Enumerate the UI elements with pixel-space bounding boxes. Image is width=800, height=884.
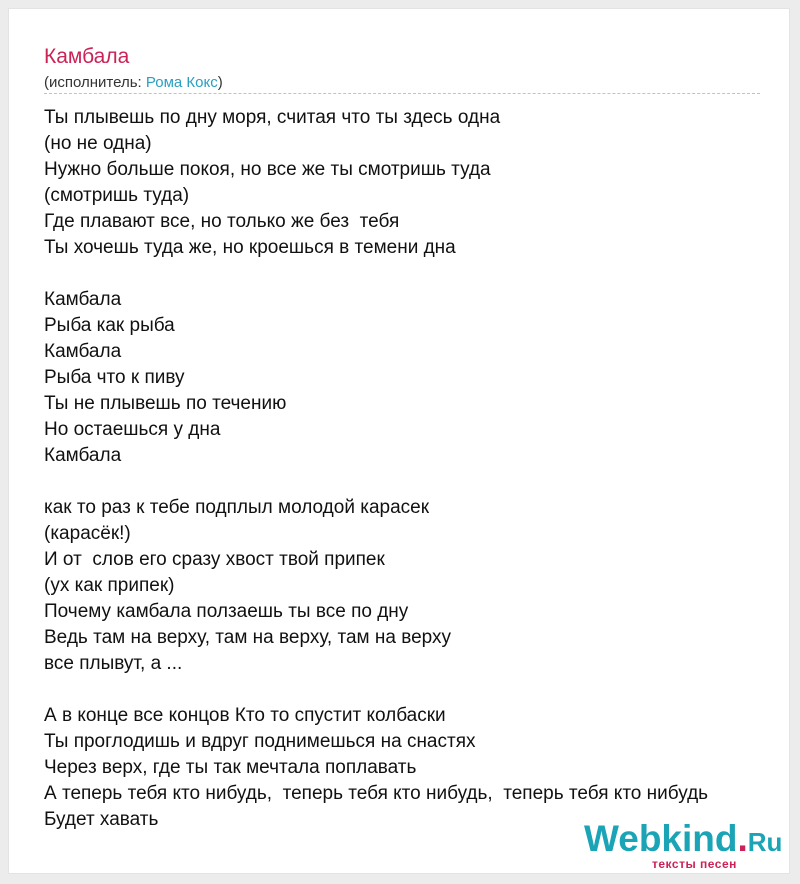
lyrics-line: Ты плывешь по дну моря, считая что ты здесь одна bbox=[44, 107, 501, 128]
lyrics-line: Ты хочешь туда же, но кроешься в темени дна bbox=[44, 237, 456, 258]
artist-suffix: ) bbox=[217, 74, 223, 91]
lyrics-body bbox=[44, 105, 784, 833]
lyrics-line: Нужно больше покоя, но все же ты смотришь туда bbox=[44, 159, 491, 180]
lyrics-line: Через верх, где ты так мечтала поплавать bbox=[44, 757, 417, 778]
artist-line bbox=[44, 73, 223, 93]
lyrics-line: Почему камбала ползаешь ты все по дну bbox=[44, 601, 409, 622]
lyrics-line: Где плавают все, но только же без тебя bbox=[44, 211, 400, 232]
lyrics-line: (ух как припек) bbox=[44, 575, 175, 596]
lyrics-line: (но не одна) bbox=[44, 133, 152, 154]
artist-link[interactable]: Рома Кокс bbox=[145, 74, 218, 91]
lyrics-line: Ты проглодишь и вдруг поднимешься на снастях bbox=[44, 731, 476, 752]
lyrics-line: Но остаешься у дна bbox=[44, 419, 221, 440]
lyrics-line: (смотришь туда) bbox=[44, 185, 190, 206]
lyrics-line: Рыба что к пиву bbox=[44, 367, 185, 388]
lyrics-line: Рыба как рыба bbox=[44, 315, 175, 336]
lyrics-line: Камбала bbox=[44, 289, 122, 310]
logo-brand: Webkind bbox=[584, 818, 738, 859]
webkind-logo[interactable] bbox=[584, 817, 784, 873]
logo-tld: Ru bbox=[747, 827, 783, 857]
lyrics-stanza bbox=[44, 703, 784, 833]
lyrics-stanza bbox=[44, 105, 784, 261]
lyrics-stanza bbox=[44, 495, 784, 677]
logo-dot: . bbox=[737, 818, 748, 859]
lyrics-line: (карасёк!) bbox=[44, 523, 131, 544]
lyrics-line: как то раз к тебе подплыл молодой карасек bbox=[44, 497, 430, 518]
lyrics-card bbox=[8, 8, 790, 874]
header-divider bbox=[44, 93, 760, 94]
lyrics-line: Ты не плывешь по течению bbox=[44, 393, 287, 414]
lyrics-line: Камбала bbox=[44, 341, 122, 362]
lyrics-line: Ведь там на верху, там на верху, там на верху bbox=[44, 627, 452, 648]
logo-tagline: тексты песен bbox=[652, 857, 737, 871]
lyrics-line: Камбала bbox=[44, 445, 122, 466]
lyrics-line: все плывут, а ... bbox=[44, 653, 183, 674]
lyrics-line: А теперь тебя кто нибудь, теперь тебя кто нибудь, теперь тебя кто нибудь bbox=[44, 783, 709, 804]
artist-prefix: (исполнитель: bbox=[44, 74, 146, 91]
lyrics-line: А в конце все концов Кто то спустит колбаски bbox=[44, 705, 446, 726]
song-title: Камбала bbox=[44, 45, 130, 68]
lyrics-line: И от слов его сразу хвост твой припек bbox=[44, 549, 385, 570]
lyrics-stanza bbox=[44, 287, 784, 469]
lyrics-line: Будет хавать bbox=[44, 809, 159, 830]
